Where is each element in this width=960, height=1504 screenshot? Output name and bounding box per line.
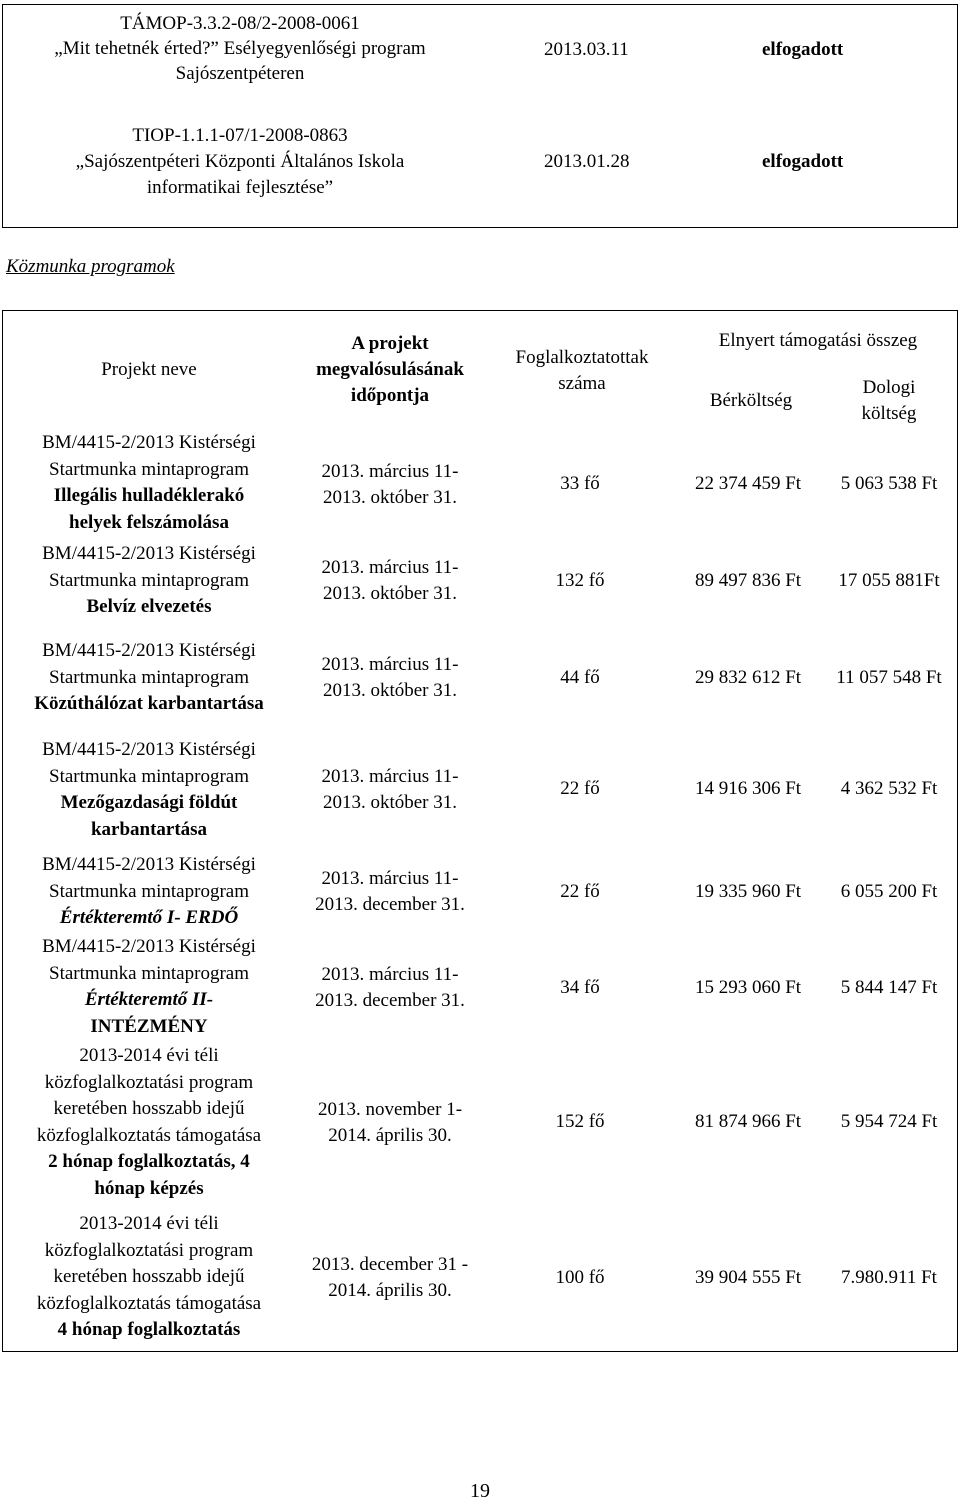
name-line: keretében hosszabb idejű [53,1098,245,1119]
date-line: 2013. október 31. [322,680,458,701]
name-line: közfoglalkoztatás támogatása [36,1124,262,1146]
employee-count: 34 fő [560,977,600,998]
material-cost: 4 362 532 Ft [840,778,938,799]
header-support: Elnyert támogatási összeg [718,330,918,351]
page-number: 19 [470,1480,490,1502]
name-line: karbantartása [90,818,208,840]
name-line: INTÉZMÉNY [90,1015,208,1037]
date-line: 2013. október 31. [322,487,458,508]
wage-cost: 29 832 612 Ft [694,667,802,688]
employee-count: 33 fő [560,473,600,494]
name-line: keretében hosszabb idejű [53,1266,245,1287]
program-1-title: „Mit tehetnék érted?” Esélyegyenlőségi program [54,38,426,59]
name-line: BM/4415-2/2013 Kistérségi [42,936,256,957]
table-row-name [2,1043,296,1202]
name-line: közfoglalkoztatási program [44,1071,254,1093]
name-line: Startmunka mintaprogram [49,569,249,591]
table-row-name [2,852,296,932]
name-line: Belvíz elvezetés [86,596,212,617]
table-row-name [2,1211,296,1344]
date-line: 2013. március 11- [321,868,459,889]
header-material-2: költség [861,403,917,424]
wage-cost: 15 293 060 Ft [694,977,802,998]
program-1-code: TÁMOP-3.3.2-08/2-2008-0061 [120,13,360,34]
table-row-date [296,764,484,816]
table-row-date [296,866,484,918]
material-cost: 5 844 147 Ft [840,977,938,998]
material-cost: 6 055 200 Ft [840,881,938,902]
employee-count: 152 fő [555,1111,605,1132]
table-row-date [296,652,484,704]
table-row-date [296,962,484,1014]
name-line: BM/4415-2/2013 Kistérségi [42,543,256,564]
name-line: Értékteremtő I- ERDŐ [59,907,239,928]
date-line: 2014. április 30. [328,1280,452,1301]
table-row-name [2,638,296,718]
employee-count: 132 fő [555,570,605,591]
wage-cost: 81 874 966 Ft [694,1111,802,1132]
name-line: helyek felszámolása [69,511,229,533]
wage-cost: 14 916 306 Ft [694,778,802,799]
employee-count: 22 fő [560,881,600,902]
section-title: Közmunka programok [6,256,175,277]
table-row-date [296,1097,484,1149]
name-line: 2013-2014 évi téli [79,1045,219,1066]
name-line: Mezőgazdasági földút [60,792,238,813]
program-1-status: elfogadott [762,39,844,60]
header-employed-2: száma [558,373,606,394]
material-cost: 5 063 538 Ft [840,473,938,494]
name-line: BM/4415-2/2013 Kistérségi [42,640,256,661]
name-line: Értékteremtő II- [84,989,214,1010]
name-line: Startmunka mintaprogram [49,765,249,787]
name-line: hónap képzés [94,1177,204,1199]
date-line: 2013. március 11- [321,964,459,985]
name-line: 2013-2014 évi téli [79,1213,219,1234]
date-line: 2013. március 11- [321,557,459,578]
date-line: 2013. október 31. [322,583,458,604]
material-cost: 17 055 881Ft [838,570,940,591]
material-cost: 5 954 724 Ft [840,1111,938,1132]
date-line: 2014. április 30. [328,1125,452,1146]
name-line: közfoglalkoztatási program [44,1239,254,1261]
wage-cost: 39 904 555 Ft [694,1267,802,1288]
header-date-1: A projekt [351,333,429,354]
program-2-status: elfogadott [762,151,844,172]
wage-cost: 22 374 459 Ft [694,473,802,494]
name-line: BM/4415-2/2013 Kistérségi [42,739,256,760]
date-line: 2013. március 11- [321,654,459,675]
date-line: 2013. december 31 - [311,1254,469,1275]
program-2-date: 2013.01.28 [544,151,630,172]
program-2-subtitle: informatikai fejlesztése” [146,177,334,198]
program-1-date: 2013.03.11 [544,39,629,60]
name-line: Startmunka mintaprogram [49,458,249,480]
name-line: Közúthálózat karbantartása [34,693,264,714]
program-2-code: TIOP-1.1.1-07/1-2008-0863 [132,125,348,146]
employee-count: 44 fő [560,667,600,688]
header-date-2: megvalósulásának [316,359,464,380]
material-cost: 7.980.911 Ft [841,1267,937,1288]
date-line: 2013. október 31. [322,792,458,813]
date-line: 2013. december 31. [315,894,465,915]
name-line: Startmunka mintaprogram [49,962,249,984]
table-row-date [296,555,484,607]
date-line: 2013. március 11- [321,766,459,787]
name-line: BM/4415-2/2013 Kistérségi [42,854,256,875]
table-row-date [296,1252,484,1304]
header-material-1: Dologi [862,377,916,398]
wage-cost: 19 335 960 Ft [694,881,802,902]
wage-cost: 89 497 836 Ft [694,570,802,591]
header-wage: Bérköltség [709,390,793,411]
program-2-title: „Sajószentpéteri Központi Általános Iskola [75,151,405,172]
name-line: Startmunka mintaprogram [49,666,249,688]
table-row-name [2,737,296,843]
name-line: Illegális hulladéklerakó [53,485,245,506]
table-row-name [2,430,296,536]
table-row-name [2,541,296,621]
header-date-3: időpontja [350,385,430,406]
header-project-name: Projekt neve [101,359,197,380]
name-line: 4 hónap foglalkoztatás [57,1319,241,1340]
employee-count: 100 fő [555,1267,605,1288]
date-line: 2013. november 1- [317,1099,463,1120]
material-cost: 11 057 548 Ft [836,667,942,688]
header-employed-1: Foglalkoztatottak [515,347,649,368]
program-1-place: Sajószentpéteren [175,63,305,84]
name-line: 2 hónap foglalkoztatás, 4 [48,1151,250,1172]
name-line: Startmunka mintaprogram [49,880,249,902]
employee-count: 22 fő [560,778,600,799]
name-line: BM/4415-2/2013 Kistérségi [42,432,256,453]
table-row-name [2,934,296,1040]
date-line: 2013. március 11- [321,461,459,482]
date-line: 2013. december 31. [315,990,465,1011]
table-row-date [296,459,484,511]
name-line: közfoglalkoztatás támogatása [36,1292,262,1314]
